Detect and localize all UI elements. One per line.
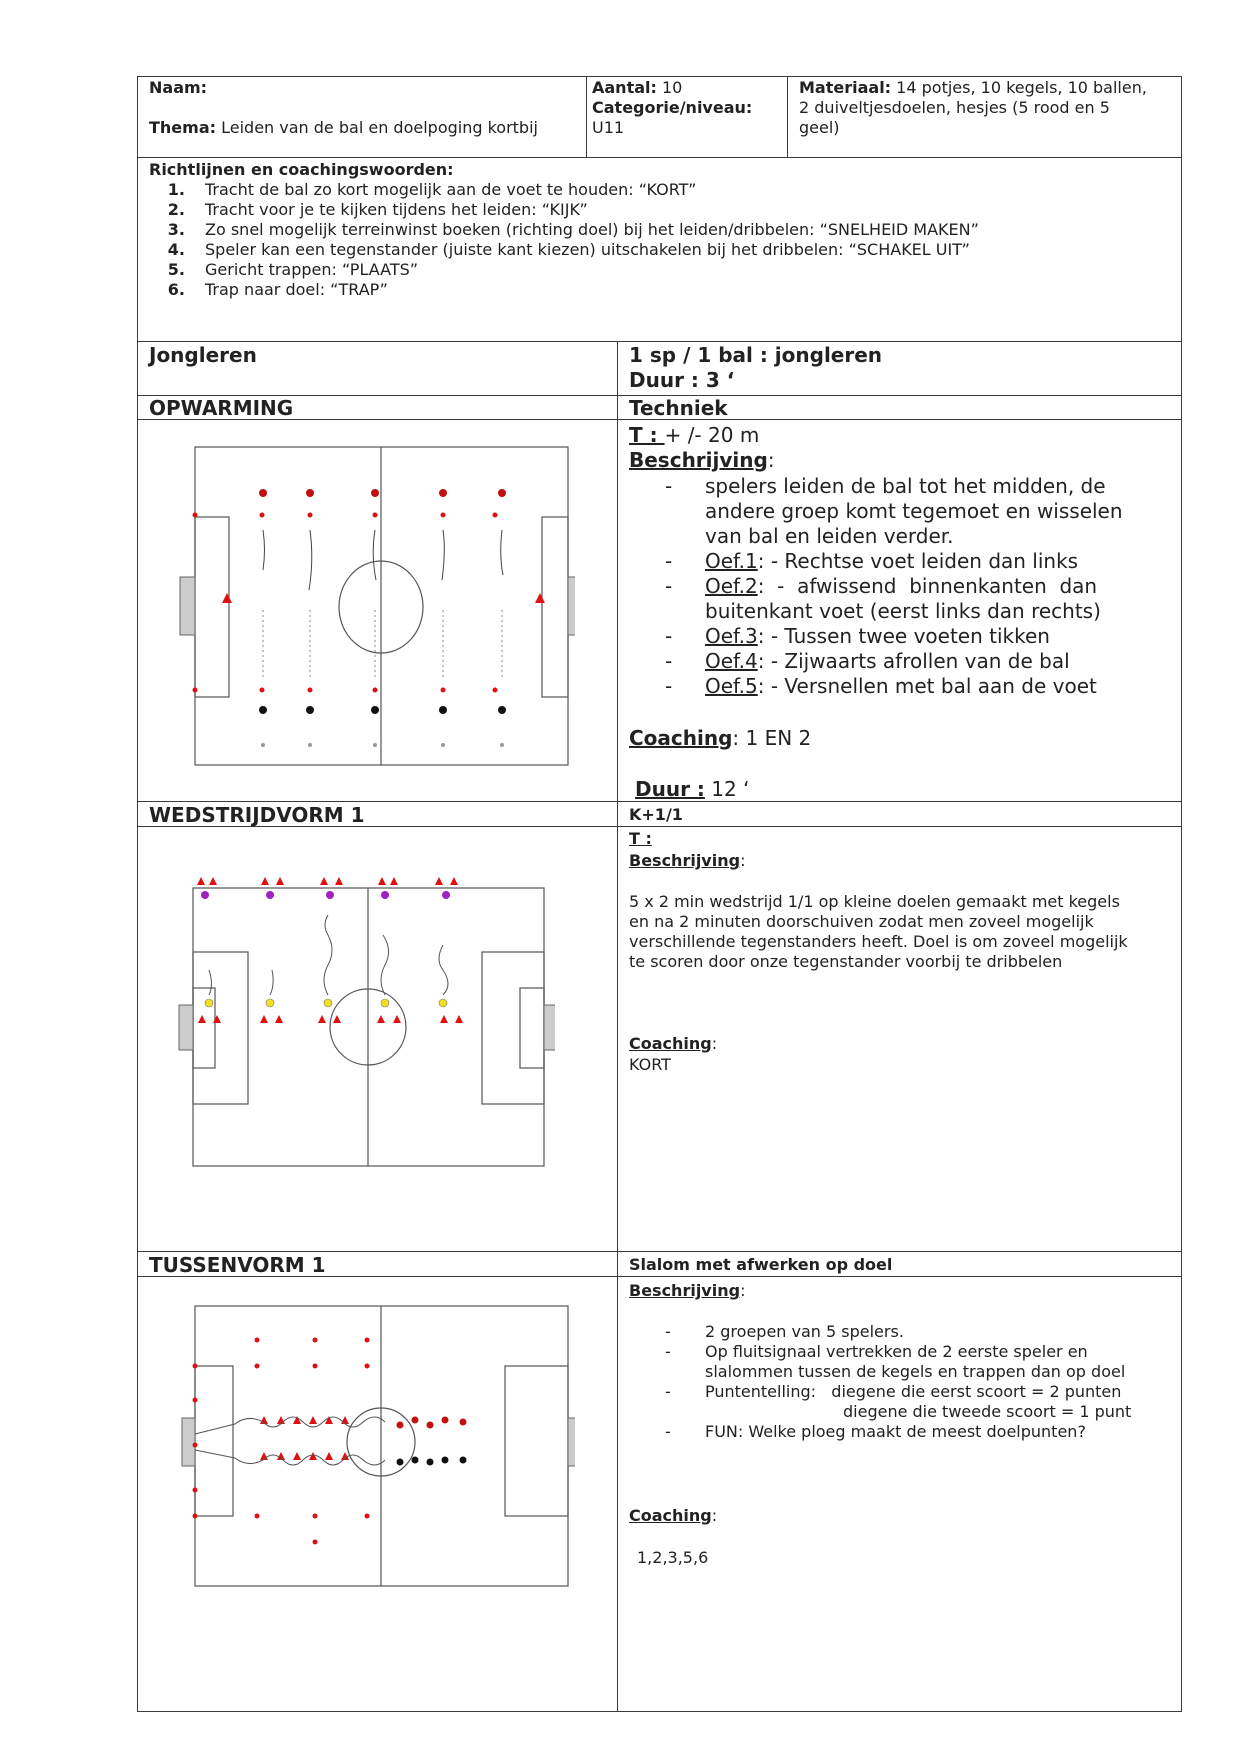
jongleren-duur	[629, 368, 734, 393]
naam-label: Naam:	[149, 78, 208, 97]
guideline-text: Tracht de bal zo kort mogelijk aan de voet te houden: “KORT”	[205, 180, 697, 199]
guideline-text: Trap naar doel: “TRAP”	[205, 280, 388, 299]
dash: -	[665, 1322, 671, 1341]
materiaal-value-3: geel)	[799, 118, 840, 137]
categorie-value: U11	[592, 118, 625, 137]
oef3-label: Oef.3	[705, 624, 758, 648]
duur-value: 3 ‘	[705, 368, 735, 392]
guideline-text: Zo snel mogelijk terreinwinst boeken (richting doel) bij het leiden/dribbelen: “SNELHEID MAKEN”	[205, 220, 979, 239]
materiaal-value-1: 14 potjes, 10 kegels, 10 ballen,	[896, 78, 1147, 97]
tussenvorm-coaching: Coaching:	[629, 1506, 718, 1525]
dash: -	[665, 574, 673, 598]
table-border-top	[137, 76, 1182, 77]
opwarming-desc-2: andere groep komt tegemoet en wisselen	[705, 499, 1123, 523]
oef5	[705, 674, 1097, 699]
guideline-item	[155, 280, 979, 300]
tussenvorm-item-2a: Op fluitsignaal vertrekken de 2 eerste speler en	[705, 1342, 1088, 1361]
duur-label: Duur :	[635, 777, 705, 801]
t-value: + /- 20 m	[664, 423, 760, 447]
aantal-value: 10	[662, 78, 683, 97]
tussenvorm-right-title: Slalom met afwerken op doel	[629, 1255, 893, 1274]
opwarming-t	[629, 423, 759, 448]
guideline-item	[155, 180, 979, 200]
guideline-number: 2.	[167, 200, 185, 219]
guidelines-bottom-line	[137, 341, 1182, 342]
guideline-number: 4.	[167, 240, 185, 259]
header-divider-2	[787, 76, 788, 158]
tussenvorm-pitch-diagram	[175, 1300, 575, 1600]
slalom-cones	[260, 1416, 349, 1460]
duur-value: 12 ‘	[704, 777, 750, 801]
aantal-label: Aantal:	[592, 78, 657, 97]
thema-value: Leiden van de bal en doelpoging kortbij	[221, 118, 538, 137]
guideline-text: Gericht trappen: “PLAATS”	[205, 260, 419, 279]
oef2-label: Oef.2	[705, 574, 758, 598]
dash: -	[665, 624, 673, 648]
oef3-text: : - Tussen twee voeten tikken	[757, 624, 1050, 648]
opwarming-desc-1: spelers leiden de bal tot het midden, de	[705, 474, 1106, 498]
thema-label: Thema:	[149, 118, 217, 137]
aantal-line	[592, 78, 682, 98]
opwarming-beschrijving: Beschrijving:	[629, 448, 775, 472]
header-divider-1	[586, 76, 587, 158]
opwarming-pitch-diagram	[175, 445, 575, 770]
beschrijving-label: Beschrijving	[629, 448, 768, 472]
table-border-right	[1181, 76, 1182, 1712]
table-border-bottom	[137, 1711, 1182, 1712]
wedstrijdvorm-desc-1: 5 x 2 min wedstrijd 1/1 op kleine doelen gemaakt met kegels	[629, 892, 1120, 911]
wedstrijdvorm-title: WEDSTRIJDVORM 1	[149, 803, 365, 827]
oef1-text: : - Rechtse voet leiden dan links	[757, 549, 1079, 573]
oef4	[705, 649, 1070, 674]
opwarming-duur	[635, 777, 749, 802]
coaching-value: : 1 EN 2	[732, 726, 812, 750]
beschrijving-label: Beschrijving	[629, 1281, 741, 1300]
tussenvorm-title: TUSSENVORM 1	[149, 1253, 326, 1277]
dash: -	[665, 649, 673, 673]
cones-top	[197, 877, 458, 885]
dash: -	[665, 474, 673, 498]
guideline-number: 1.	[167, 180, 185, 199]
oef5-text: : - Versnellen met bal aan de voet	[757, 674, 1097, 698]
t-label: T :	[629, 423, 665, 447]
guideline-item	[155, 220, 979, 240]
row-line-wedstrijd-bottom	[137, 1251, 1182, 1252]
jongleren-title: Jongleren	[149, 343, 257, 367]
guideline-text: Speler kan een tegenstander (juiste kant kiezen) uitschakelen bij het dribbelen: “SCHAKEL UIT”	[205, 240, 970, 259]
purple-players	[201, 891, 450, 899]
red-players-group	[397, 1417, 467, 1429]
guidelines-title: Richtlijnen en coachingswoorden:	[149, 160, 454, 179]
jongleren-info: 1 sp / 1 bal : jongleren	[629, 343, 883, 367]
oef2	[705, 574, 1171, 599]
opwarming-coaching	[629, 726, 811, 751]
categorie-label: Categorie/niveau:	[592, 98, 753, 117]
guideline-number: 3.	[167, 220, 185, 239]
black-players	[259, 706, 506, 714]
oef4-text: : - Zijwaarts afrollen van de bal	[757, 649, 1070, 673]
opwarming-title: OPWARMING	[149, 396, 294, 420]
oef5-label: Oef.5	[705, 674, 758, 698]
coaching-label: Coaching	[629, 726, 733, 750]
oef1-label: Oef.1	[705, 549, 758, 573]
wedstrijdvorm-coaching: Coaching:	[629, 1034, 718, 1053]
oef3	[705, 624, 1050, 649]
guidelines-list	[155, 180, 979, 300]
tussenvorm-item-4: FUN: Welke ploeg maakt de meest doelpunten?	[705, 1422, 1086, 1441]
wedstrijdvorm-t: T :	[629, 829, 652, 848]
guideline-text: Tracht voor je te kijken tijdens het leiden: “KIJK”	[205, 200, 588, 219]
guideline-item	[155, 260, 979, 280]
tussenvorm-item-1: 2 groepen van 5 spelers.	[705, 1322, 904, 1341]
guideline-item	[155, 240, 979, 260]
duur-label: Duur :	[629, 368, 699, 392]
oef4-label: Oef.4	[705, 649, 758, 673]
red-players	[259, 489, 506, 497]
materiaal-label: Materiaal:	[799, 78, 892, 97]
tussenvorm-coaching-value: 1,2,3,5,6	[637, 1548, 709, 1567]
thema-line	[149, 118, 538, 138]
wedstrijdvorm-coaching-value: KORT	[629, 1055, 671, 1074]
header-bottom-line	[137, 157, 1182, 158]
yellow-players	[205, 999, 447, 1007]
cone-dots	[193, 1338, 370, 1545]
coaching-label: Coaching	[629, 1506, 712, 1525]
wedstrijdvorm-pitch-diagram	[175, 870, 555, 1170]
wedstrijdvorm-desc-2: en na 2 minuten doorschuiven zodat men zoveel mogelijk	[629, 912, 1094, 931]
dash: -	[665, 1422, 671, 1441]
dash: -	[665, 674, 673, 698]
wedstrijdvorm-desc-3: verschillende tegenstanders heeft. Doel is om zoveel mogelijk	[629, 932, 1128, 951]
dash: -	[665, 549, 673, 573]
tussenvorm-item-3b: diegene die tweede scoort = 1 punt	[843, 1402, 1132, 1421]
oef2-line2: buitenkant voet (eerst links dan rechts)	[705, 599, 1101, 623]
table-border-left	[137, 76, 138, 1712]
column-divider	[617, 341, 618, 1712]
beschrijving-label: Beschrijving	[629, 851, 741, 870]
opwarming-right-title: Techniek	[629, 396, 728, 420]
coaching-label: Coaching	[629, 1034, 712, 1053]
materiaal-value-2: 2 duiveltjesdoelen, hesjes (5 rood en 5	[799, 98, 1110, 117]
oef2-text: : - afwissend binnenkanten dan	[757, 574, 1098, 598]
guideline-number: 6.	[167, 280, 185, 299]
materiaal-line1	[799, 78, 1147, 98]
tussenvorm-item-2b: slalommen tussen de kegels en trappen dan op doel	[705, 1362, 1126, 1381]
guideline-number: 5.	[167, 260, 185, 279]
tussenvorm-item-3a: Puntentelling: diegene die eerst scoort = 2 punten	[705, 1382, 1122, 1401]
dash: -	[665, 1342, 671, 1361]
opwarming-desc-3: van bal en leiden verder.	[705, 524, 954, 548]
guideline-item	[155, 200, 979, 220]
dash: -	[665, 1382, 671, 1401]
tussenvorm-beschrijving: Beschrijving:	[629, 1281, 746, 1300]
wedstrijdvorm-right-title: K+1/1	[629, 805, 683, 824]
wedstrijdvorm-desc-4: te scoren door onze tegenstander voorbij te dribbelen	[629, 952, 1063, 971]
wedstrijdvorm-beschrijving: Beschrijving:	[629, 851, 746, 870]
oef1	[705, 549, 1078, 574]
